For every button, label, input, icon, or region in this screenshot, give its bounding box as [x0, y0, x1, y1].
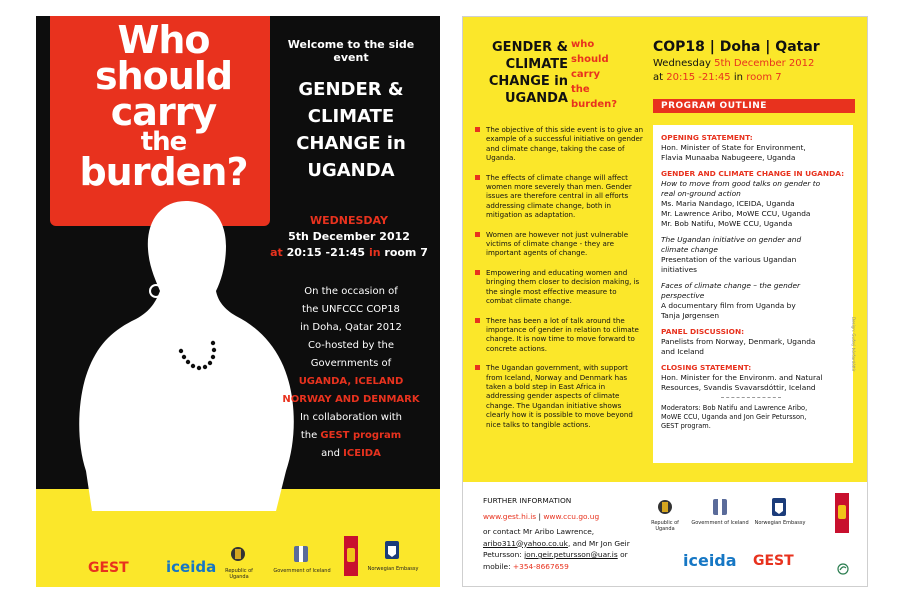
right-title	[473, 39, 568, 107]
event-title	[276, 76, 426, 184]
hosts-line: NORWAY AND DENMARK	[282, 394, 420, 405]
norway-crest-icon	[384, 540, 400, 560]
aribo-email-link[interactable]: aribo311@yahoo.co.uk	[483, 538, 568, 548]
further-information	[483, 495, 673, 572]
bullet-item: The Ugandan government, with support from Iceland, Norway and Denmark has taken a bold step in East Africa in addressing gender aspects of climate change. The Ugandan initiative shows clearly how it is possible to move beyond nice talks to tangible actions.	[475, 363, 645, 429]
speaker-line: Ms. Maria Nandago, ICEIDA, Uganda	[661, 199, 795, 208]
gest-website-link[interactable]: www.gest.hi.is	[483, 511, 537, 521]
gest-logo: GEST	[753, 553, 794, 569]
bullet-item: The effects of climate change will affect women more severely than men. Gender issues are therefore central in all efforts addressing climate change, both in mitigation as adaptation.	[475, 173, 645, 220]
iceida-logo: iceida	[683, 551, 737, 570]
faces-line: A documentary film from Uganda by	[661, 301, 796, 310]
right-datetime	[653, 57, 853, 85]
collab-iceida: ICEIDA	[343, 448, 381, 459]
hosts-line: UGANDA, ICELAND	[298, 376, 404, 387]
eco-label-icon	[837, 563, 849, 575]
contact-text: Petursson:	[483, 550, 522, 559]
faces-line: Tanja Jørgensen	[661, 311, 720, 320]
initiative-subtitle: The Ugandan initiative on gender and	[661, 235, 802, 244]
faces-subtitle: Faces of climate change – the gender	[661, 281, 801, 290]
opening-line: Flavia Munaaba Nabugeere, Uganda	[661, 153, 796, 162]
headline-line: carry	[110, 90, 217, 134]
iceland-caption: Government of Iceland	[691, 520, 749, 526]
collab-the: the	[300, 430, 318, 441]
headline-line: should	[94, 54, 233, 98]
jon-email-link[interactable]: jon.geir.petursson@uar.is	[524, 550, 618, 559]
program-divider	[721, 397, 781, 398]
gcc-subtitle: real on-ground action	[661, 189, 741, 198]
right-question	[571, 37, 641, 112]
occasion-line: in Doha, Qatar 2012	[300, 322, 402, 333]
headline-line: Who	[117, 18, 210, 62]
uganda-crest-icon	[228, 544, 248, 564]
title-line: UGANDA	[307, 160, 395, 181]
opening-line: Hon. Minister of State for Environment,	[661, 143, 806, 152]
initiative-line: Presentation of the various Ugandan	[661, 255, 797, 264]
occasion-line: On the occasion of	[304, 286, 398, 297]
mobile-number: +354-8667659	[512, 561, 569, 571]
bullet-item: Empowering and educating women and bringing them closer to decision making, is the single most effective measure to combat climate change.	[475, 268, 645, 306]
question-line: should	[571, 54, 609, 65]
welcome-text: Welcome to the side event	[287, 38, 415, 64]
right-poster	[462, 16, 868, 587]
norway-caption: Norwegian Embassy	[754, 520, 806, 526]
title-line: GENDER &	[298, 79, 404, 100]
collab-line: In collaboration with	[299, 412, 403, 423]
design-credit: Design: Guðný Þórðardóttir	[851, 317, 856, 372]
title-line: CLIMATE	[505, 57, 568, 72]
objective-bullets	[475, 125, 645, 439]
title-line: CHANGE in	[488, 74, 568, 89]
panel-line: and Iceland	[661, 347, 705, 356]
headline	[56, 18, 271, 194]
web-separator: |	[538, 511, 541, 521]
ccu-website-link[interactable]: www.ccu.go.ug	[543, 511, 600, 521]
title-line: CHANGE in	[296, 133, 406, 154]
collab-iceida-line	[276, 445, 426, 463]
iceida-logo: iceida	[166, 558, 217, 576]
occasion-line: Governments of	[310, 358, 392, 369]
question-line: carry	[571, 69, 601, 80]
closing-heading: CLOSING STATEMENT:	[661, 363, 752, 372]
speaker-line: Mr. Lawrence Aribo, MoWE CCU, Uganda	[661, 209, 811, 218]
denmark-crest-icon	[835, 493, 849, 533]
initiative-subtitle: climate change	[661, 245, 718, 254]
time-in: in	[368, 246, 381, 259]
further-heading: FURTHER INFORMATION	[483, 496, 572, 505]
date-weekday: WEDNESDAY	[310, 214, 388, 227]
bullet-item: There has been a lot of talk around the importance of gender in relation to climate change. It is now time to move forward to concrete actions.	[475, 316, 645, 354]
event-date	[264, 213, 434, 261]
uganda-caption: Republic of Uganda	[225, 568, 253, 580]
occasion-line: Co-hosted by the	[307, 340, 394, 351]
closing-line: Hon. Minister for the Environm. and Natural	[661, 373, 823, 382]
uganda-crest-icon	[655, 497, 675, 517]
bullet-item: The objective of this side event is to give an example of a successful initiative on gender and climate change, taking the case of Uganda.	[475, 125, 645, 163]
headline-line: the	[140, 127, 187, 157]
iceland-crest-icon	[292, 544, 310, 564]
faces-subtitle: perspective	[661, 291, 705, 300]
headline-line: burden?	[79, 150, 248, 194]
title-line: CLIMATE	[307, 106, 395, 127]
time-range: 20:15 -21:45	[666, 72, 731, 83]
collab-and: and	[321, 448, 340, 459]
norway-crest-icon	[771, 497, 787, 517]
bullet-item: Women are however not just vulnerable victims of climate change - they are important agents of change.	[475, 230, 645, 258]
initiative-line: initiatives	[661, 265, 697, 274]
contact-text: or	[620, 550, 628, 559]
gest-logo: GEST	[88, 560, 129, 576]
speaker-line: Mr. Bob Natifu, MoWE CCU, Uganda	[661, 219, 793, 228]
norway-caption: Norwegian Embassy	[367, 566, 419, 572]
occasion-text	[276, 283, 426, 463]
contact-line-1: or contact Mr Aribo Lawrence,	[483, 527, 595, 536]
moderators-line: Moderators: Bob Natifu and Lawrence Aribo,	[661, 404, 808, 412]
closing-line: Resources, Svandis Svavarsdóttir, Iceland	[661, 383, 816, 392]
date-red: 5th December 2012	[714, 58, 815, 69]
question-line: the	[571, 84, 590, 95]
denmark-crest-icon	[344, 536, 358, 576]
title-line: UGANDA	[504, 91, 568, 106]
time-range: 20:15 -21:45	[286, 246, 366, 259]
moderators-line: MoWE CCU, Uganda and Jon Geir Petursson,	[661, 413, 807, 421]
panel-heading: PANEL DISCUSSION:	[661, 327, 745, 336]
cop-heading: COP18 | Doha | Qatar	[653, 39, 820, 55]
collab-gest-line	[276, 427, 426, 445]
time-room: room 7	[384, 246, 428, 259]
iceland-caption: Government of Iceland	[273, 568, 331, 574]
date-day: 5th December 2012	[288, 230, 410, 243]
program-box	[653, 125, 853, 463]
question-line: burden?	[571, 99, 618, 110]
iceland-crest-icon	[711, 497, 729, 517]
title-line: GENDER &	[492, 40, 568, 55]
time-at: at	[270, 246, 283, 259]
gcc-heading: GENDER AND CLIMATE CHANGE IN UGANDA:	[661, 169, 845, 178]
mobile-label: mobile:	[483, 561, 511, 571]
moderators-line: GEST program.	[661, 422, 711, 430]
time-at: at	[653, 72, 664, 83]
time-room: room 7	[746, 72, 782, 83]
contact-text: , and Mr Jon Geir	[567, 538, 630, 548]
date-prefix: Wednesday	[653, 58, 711, 69]
gcc-subtitle: How to move from good talks on gender to	[661, 179, 821, 188]
uganda-caption: Republic of Uganda	[651, 520, 679, 532]
time-in: in	[733, 72, 743, 83]
opening-heading: OPENING STATEMENT:	[661, 133, 753, 142]
collab-gest: GEST program	[320, 430, 402, 441]
program-outline-bar: PROGRAM OUTLINE	[653, 99, 855, 113]
left-poster	[36, 16, 440, 587]
question-line: who	[571, 39, 595, 50]
occasion-line: the UNFCCC COP18	[302, 304, 400, 315]
panel-line: Panelists from Norway, Denmark, Uganda	[661, 337, 816, 346]
